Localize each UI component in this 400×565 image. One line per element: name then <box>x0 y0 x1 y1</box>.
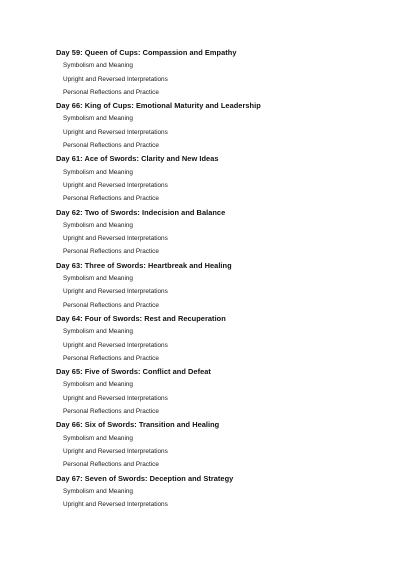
sub-item: Upright and Reversed Interpretations <box>63 235 168 243</box>
toc-section <box>56 312 386 365</box>
sub-item: Symbolism and Meaning <box>63 221 133 229</box>
sub-item: Symbolism and Meaning <box>63 328 133 336</box>
section-title: Day 65: Five of Swords: Conflict and Defeat <box>56 367 211 377</box>
section-title: Day 66: Six of Swords: Transition and Healing <box>56 420 220 430</box>
sub-item: Symbolism and Meaning <box>63 62 133 70</box>
sub-item: Symbolism and Meaning <box>63 275 133 283</box>
sub-item: Upright and Reversed Interpretations <box>63 341 168 349</box>
sub-item: Upright and Reversed Interpretations <box>63 394 168 402</box>
sub-item: Personal Reflections and Practice <box>63 354 159 362</box>
sub-item: Upright and Reversed Interpretations <box>63 128 168 136</box>
toc-section <box>56 206 386 259</box>
toc-section <box>56 152 386 205</box>
sub-item: Symbolism and Meaning <box>63 168 133 176</box>
sub-item: Symbolism and Meaning <box>63 434 133 442</box>
section-title: Day 61: Ace of Swords: Clarity and New Ideas <box>56 154 219 164</box>
toc-section <box>56 472 386 512</box>
table-of-contents <box>56 46 386 511</box>
toc-section <box>56 418 386 471</box>
section-title: Day 64: Four of Swords: Rest and Recuperation <box>56 313 226 323</box>
sub-item: Symbolism and Meaning <box>63 487 133 495</box>
sub-item: Symbolism and Meaning <box>63 115 133 123</box>
sub-item: Upright and Reversed Interpretations <box>63 501 168 509</box>
section-title: Day 59: Queen of Cups: Compassion and Empathy <box>56 48 237 57</box>
section-title: Day 63: Three of Swords: Heartbreak and Healing <box>56 260 232 270</box>
toc-section <box>56 46 386 99</box>
sub-item: Personal Reflections and Practice <box>63 248 159 256</box>
sub-item: Upright and Reversed Interpretations <box>63 181 168 189</box>
toc-section <box>56 365 386 418</box>
sub-item: Personal Reflections and Practice <box>63 408 159 416</box>
sub-item: Personal Reflections and Practice <box>63 88 159 96</box>
sub-item: Personal Reflections and Practice <box>63 195 159 203</box>
toc-section <box>56 99 386 152</box>
sub-item: Upright and Reversed Interpretations <box>63 288 168 296</box>
section-title: Day 67: Seven of Swords: Deception and Strategy <box>56 473 234 483</box>
sub-item: Upright and Reversed Interpretations <box>63 447 168 455</box>
sub-item: Personal Reflections and Practice <box>63 142 159 150</box>
sub-item: Upright and Reversed Interpretations <box>63 75 168 83</box>
toc-section <box>56 259 386 312</box>
sub-item: Symbolism and Meaning <box>63 381 133 389</box>
section-title: Day 62: Two of Swords: Indecision and Balance <box>56 207 226 217</box>
sub-item: Personal Reflections and Practice <box>63 461 159 469</box>
section-title: Day 66: King of Cups: Emotional Maturity and Leadership <box>56 101 261 111</box>
sub-item: Personal Reflections and Practice <box>63 301 159 309</box>
